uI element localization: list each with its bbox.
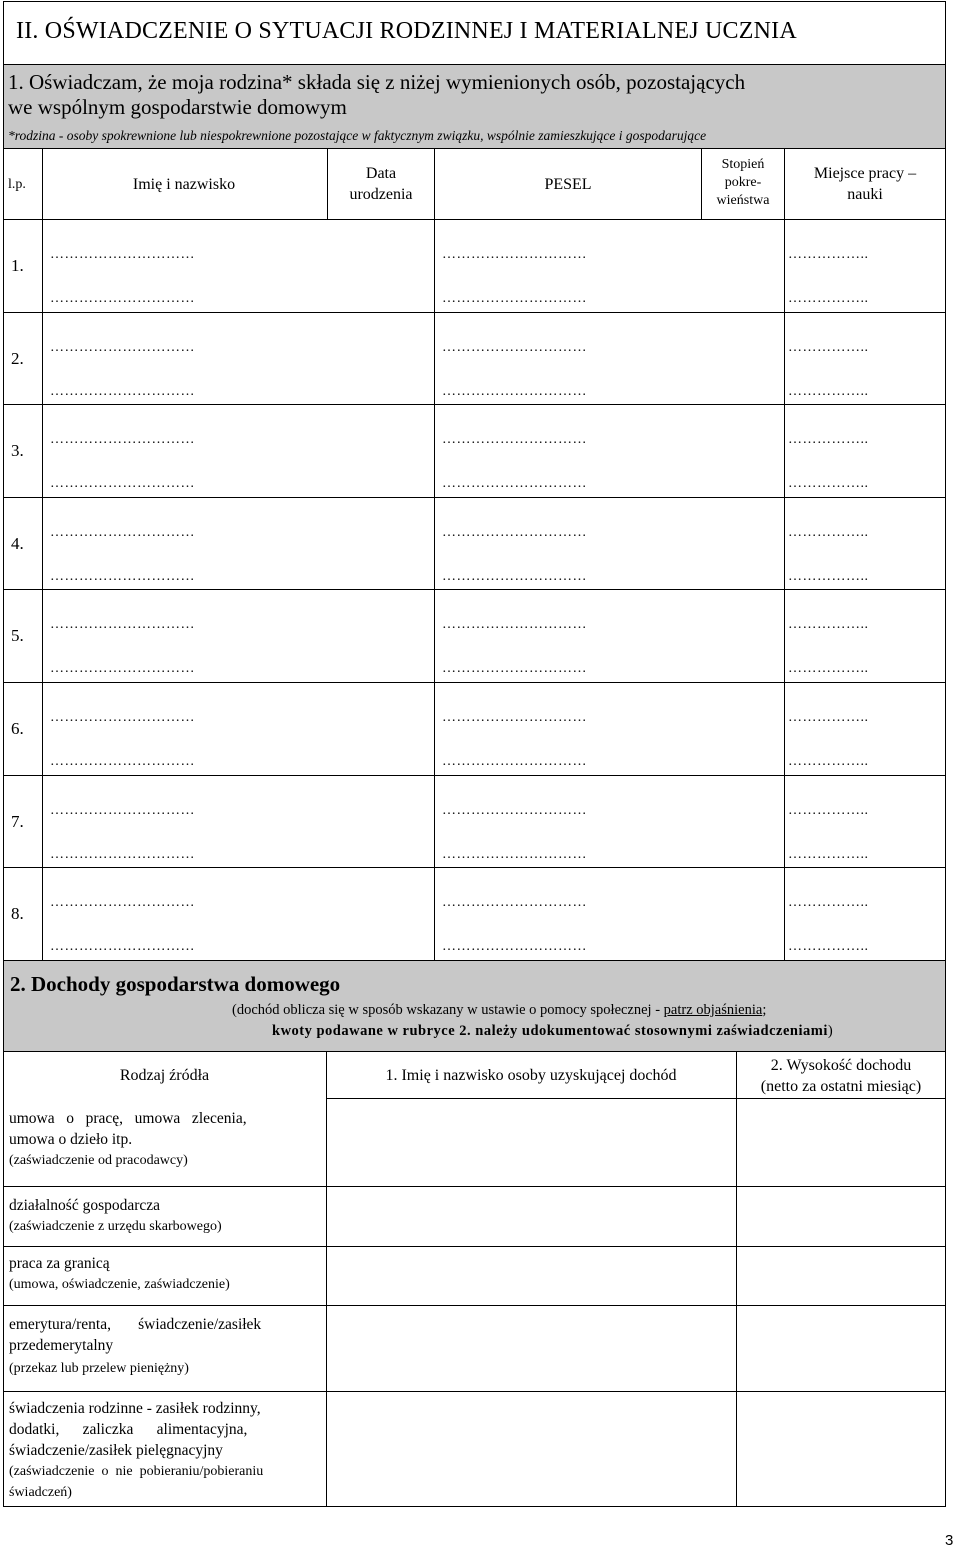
income-row-abroad: [9, 1253, 321, 1295]
col-income-source: Rodzaj źródła: [119, 1067, 210, 1084]
pesel-kinship-field[interactable]: …………………………: [442, 339, 587, 355]
work-school-field[interactable]: ……………..: [788, 617, 869, 633]
col-work-school-line2: nauki: [847, 186, 883, 203]
income-row-text: świadczenia rodzinne - zasiłek rodzinny,: [9, 1400, 261, 1417]
income-note-line2: [272, 1023, 833, 1040]
col-income-person: 1. Imię i nazwisko osoby uzyskującej dochód: [385, 1067, 677, 1084]
work-school-field[interactable]: ……………..: [788, 568, 869, 584]
divider: [3, 1305, 946, 1306]
income-row-text: umowa o pracę, umowa zlecenia,: [9, 1110, 247, 1127]
divider: [3, 148, 946, 149]
work-school-field[interactable]: ……………..: [788, 939, 869, 955]
col-pesel: PESEL: [544, 176, 592, 193]
income-note-line1: [232, 1002, 766, 1019]
divider: [3, 1246, 946, 1247]
income-row-text: dodatki, zaliczka alimentacyjna,: [9, 1421, 248, 1438]
income-row-text: emerytura/renta, świadczenie/zasiłek: [9, 1316, 262, 1333]
name-birth-field[interactable]: …………………………: [50, 754, 195, 769]
pesel-kinship-field[interactable]: …………………………: [442, 524, 587, 540]
household-row: [0, 589, 946, 682]
divider: [3, 1051, 946, 1052]
income-row-pension: [9, 1314, 321, 1379]
income-row-doc: świadczeń): [9, 1485, 72, 1500]
name-birth-field[interactable]: …………………………: [50, 383, 195, 399]
row-number: 6.: [11, 719, 24, 738]
pesel-kinship-field[interactable]: …………………………: [442, 383, 587, 399]
col-income-amount-line2: (netto za ostatni miesiąc): [760, 1078, 922, 1095]
income-row-family-benefits: [9, 1398, 321, 1503]
income-row-text: działalność gospodarcza: [9, 1197, 161, 1214]
col-divider: [326, 1051, 327, 1507]
row-number: 8.: [11, 904, 24, 924]
pesel-kinship-field[interactable]: …………………………: [442, 710, 587, 725]
work-school-field[interactable]: ……………..: [788, 524, 869, 540]
col-birth-date-line2: urodzenia: [349, 186, 413, 203]
row-number: 4.: [11, 533, 24, 553]
work-school-field[interactable]: ……………..: [788, 802, 869, 818]
income-row-doc: (zaświadczenie z urzędu skarbowego): [9, 1219, 222, 1234]
income-note-close: ): [827, 1023, 833, 1039]
pesel-kinship-field[interactable]: …………………………: [442, 247, 587, 262]
income-note-pre: (dochód oblicza się w sposób wskazany w ustawie o pomocy społecznej -: [232, 1002, 664, 1018]
pesel-kinship-field[interactable]: …………………………: [442, 802, 587, 818]
pesel-kinship-field[interactable]: …………………………: [442, 568, 587, 584]
work-school-field[interactable]: ……………..: [788, 339, 869, 355]
work-school-field[interactable]: ……………..: [788, 710, 869, 725]
row-number: 1.: [11, 256, 24, 275]
section-title: II. OŚWIADCZENIE O SYTUACJI RODZINNEJ I MATERIALNEJ UCZNIA: [16, 18, 797, 44]
col-work-school-line1: Miejsce pracy –: [813, 165, 917, 182]
name-birth-field[interactable]: …………………………: [50, 568, 195, 584]
name-birth-field[interactable]: …………………………: [50, 895, 195, 911]
pesel-kinship-field[interactable]: …………………………: [442, 661, 587, 677]
divider: [3, 1391, 946, 1392]
col-divider: [736, 1051, 737, 1507]
name-birth-field[interactable]: …………………………: [50, 846, 195, 862]
name-birth-field[interactable]: …………………………: [50, 476, 195, 492]
name-birth-field[interactable]: …………………………: [50, 247, 195, 262]
income-row-doc: (zaświadczenie o nie pobieraniu/pobieraniu: [9, 1464, 264, 1479]
pesel-kinship-field[interactable]: …………………………: [442, 291, 587, 306]
household-row: [0, 775, 946, 868]
income-row-text: praca za granicą: [9, 1255, 110, 1272]
work-school-field[interactable]: ……………..: [788, 754, 869, 769]
name-birth-field[interactable]: …………………………: [50, 432, 195, 448]
col-birth-date-line1: Data: [365, 165, 397, 182]
household-row: [0, 682, 946, 775]
name-birth-field[interactable]: …………………………: [50, 802, 195, 818]
household-row: [0, 312, 946, 405]
col-name: Imię i nazwisko: [132, 176, 236, 193]
income-title: 2. Dochody gospodarstwa domowego: [10, 972, 341, 996]
col-divider: [327, 148, 328, 219]
work-school-field[interactable]: ……………..: [788, 476, 869, 492]
household-row: [0, 219, 946, 312]
household-row: [0, 867, 946, 960]
income-row-text: umowa o dzieło itp.: [9, 1131, 133, 1148]
col-income-amount: [737, 1055, 945, 1097]
work-school-field[interactable]: ……………..: [788, 661, 869, 677]
work-school-field[interactable]: ……………..: [788, 846, 869, 862]
name-birth-field[interactable]: …………………………: [50, 339, 195, 355]
income-row-doc: (umowa, oświadczenie, zaświadczenie): [9, 1277, 230, 1292]
row-number: 3.: [11, 441, 24, 461]
name-birth-field[interactable]: …………………………: [50, 661, 195, 677]
col-divider: [701, 148, 702, 219]
work-school-field[interactable]: ……………..: [788, 383, 869, 399]
name-birth-field[interactable]: …………………………: [50, 291, 195, 306]
name-birth-field[interactable]: …………………………: [50, 710, 195, 725]
family-definition-note: *rodzina - osoby spokrewnione lub niespokrewnione pozostające w faktycznym związku, wspólnie zamieszkujące i gospodarujące: [8, 128, 707, 143]
income-note-bold: kwoty podawane w rubryce 2. należy udokumentować stosownymi zaświadczeniami: [272, 1023, 828, 1039]
income-row-employment: [9, 1108, 321, 1171]
col-work-school: [785, 163, 945, 205]
col-kinship-line2: pokre-: [724, 175, 762, 190]
pesel-kinship-field[interactable]: …………………………: [442, 939, 587, 955]
pesel-kinship-field[interactable]: …………………………: [442, 846, 587, 862]
page-number: 3: [945, 1532, 954, 1549]
pesel-kinship-field[interactable]: …………………………: [442, 617, 587, 633]
col-birth-date: [328, 163, 434, 205]
divider: [3, 1186, 946, 1187]
col-lp: l.p.: [8, 177, 26, 192]
divider: [326, 1098, 946, 1099]
household-row: [0, 497, 946, 590]
work-school-field[interactable]: ……………..: [788, 895, 869, 911]
row-number: 5.: [11, 626, 24, 646]
income-row-text: świadczenie/zasiłek pielęgnacyjny: [9, 1442, 223, 1459]
work-school-field[interactable]: ……………..: [788, 247, 869, 262]
pesel-kinship-field[interactable]: …………………………: [442, 476, 587, 492]
name-birth-field[interactable]: …………………………: [50, 939, 195, 955]
pesel-kinship-field[interactable]: …………………………: [442, 895, 587, 911]
household-row: [0, 404, 946, 497]
pesel-kinship-field[interactable]: …………………………: [442, 754, 587, 769]
pesel-kinship-field[interactable]: …………………………: [442, 432, 587, 448]
household-title-line2: we wspólnym gospodarstwie domowym: [8, 95, 347, 119]
row-number: 2.: [11, 348, 24, 368]
income-row-text: przedemerytalny: [9, 1337, 114, 1354]
name-birth-field[interactable]: …………………………: [50, 524, 195, 540]
row-number: 7.: [11, 811, 24, 831]
work-school-field[interactable]: ……………..: [788, 432, 869, 448]
name-birth-field[interactable]: …………………………: [50, 617, 195, 633]
explanations-link[interactable]: patrz objaśnienia: [663, 1002, 763, 1018]
income-row-doc: (przekaz lub przelew pieniężny): [9, 1361, 189, 1376]
col-income-amount-line1: 2. Wysokość dochodu: [770, 1057, 912, 1074]
income-row-doc: (zaświadczenie od pracodawcy): [9, 1153, 188, 1168]
work-school-field[interactable]: ……………..: [788, 291, 869, 306]
col-kinship-line1: Stopień: [721, 157, 765, 172]
col-kinship: [702, 156, 784, 210]
household-title-line1: 1. Oświadczam, że moja rodzina* składa się z niżej wymienionych osób, pozostających: [8, 70, 746, 94]
col-kinship-line3: wieństwa: [716, 193, 770, 208]
income-row-business: [9, 1195, 321, 1237]
income-note-post: ;: [762, 1002, 767, 1018]
